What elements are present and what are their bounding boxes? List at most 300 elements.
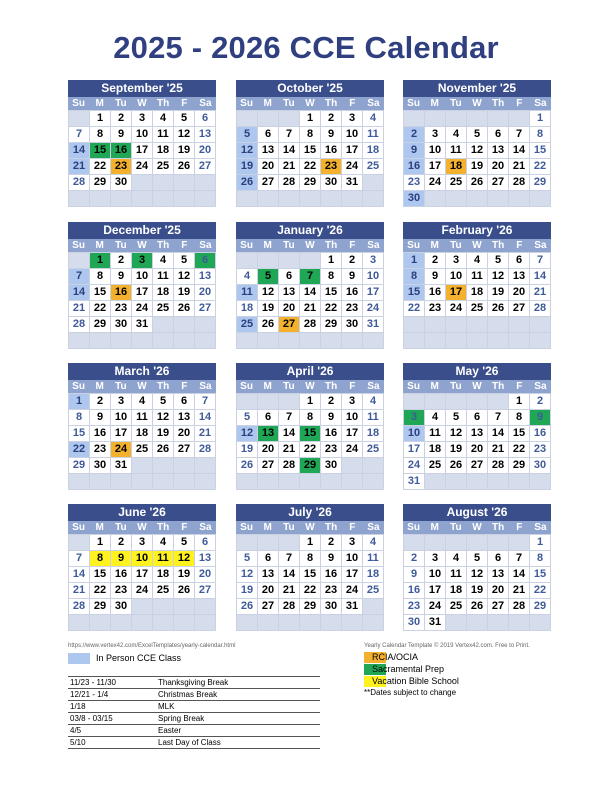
day-cell: 11	[153, 551, 174, 567]
weekday-label: Su	[72, 240, 85, 251]
breaks-table	[68, 676, 320, 749]
day-cell: 5	[174, 111, 195, 127]
day-cell: 27	[258, 175, 279, 191]
day-cell: 18	[363, 426, 384, 442]
day-cell: 24	[342, 442, 363, 458]
day-cell: 29	[90, 175, 111, 191]
day-cell: 12	[174, 127, 195, 143]
day-cell: 1	[69, 394, 90, 410]
day-cell: 19	[446, 442, 467, 458]
month-block	[68, 80, 216, 207]
day-cell: 27	[195, 301, 216, 317]
empty-cell	[258, 615, 279, 631]
day-cell: 30	[530, 458, 551, 474]
empty-cell	[363, 458, 384, 474]
day-cell: 26	[446, 458, 467, 474]
day-cell: 5	[174, 253, 195, 269]
day-cell: 14	[195, 410, 216, 426]
empty-cell	[237, 535, 258, 551]
day-cell: 17	[132, 567, 153, 583]
day-cell: 10	[446, 269, 467, 285]
empty-cell	[132, 191, 153, 207]
day-cell: 20	[195, 285, 216, 301]
weekday-header	[236, 521, 384, 534]
weekday-label: Su	[240, 240, 253, 251]
day-cell: 17	[132, 285, 153, 301]
day-cell: 1	[530, 535, 551, 551]
day-grid	[236, 110, 384, 207]
day-cell: 4	[363, 394, 384, 410]
day-cell: 7	[69, 551, 90, 567]
day-cell: 7	[279, 551, 300, 567]
day-cell: 21	[69, 301, 90, 317]
empty-cell	[467, 615, 488, 631]
day-cell: 10	[425, 143, 446, 159]
day-cell: 12	[446, 426, 467, 442]
weekday-label: M	[430, 240, 439, 251]
empty-cell	[321, 474, 342, 490]
day-cell: 7	[509, 551, 530, 567]
empty-cell	[258, 535, 279, 551]
weekday-label: W	[472, 381, 482, 392]
day-cell: 22	[530, 159, 551, 175]
day-cell: 26	[258, 317, 279, 333]
day-cell: 14	[530, 269, 551, 285]
day-cell: 18	[363, 143, 384, 159]
empty-cell	[258, 191, 279, 207]
weekday-label: M	[95, 381, 104, 392]
day-cell: 29	[69, 458, 90, 474]
day-cell: 14	[279, 567, 300, 583]
weekday-label: Tu	[115, 98, 127, 109]
day-cell: 1	[90, 535, 111, 551]
month-block	[68, 222, 216, 349]
weekday-label: Su	[407, 381, 420, 392]
day-cell: 19	[467, 583, 488, 599]
month-block	[68, 363, 216, 490]
weekday-label: Sa	[367, 240, 380, 251]
day-cell: 24	[132, 159, 153, 175]
month-header: October '25	[236, 80, 384, 97]
month-block	[403, 222, 551, 349]
weekday-label: M	[263, 381, 272, 392]
day-cell: 9	[342, 269, 363, 285]
day-cell: 18	[425, 442, 446, 458]
weekday-label: M	[430, 522, 439, 533]
day-cell: 11	[237, 285, 258, 301]
empty-cell	[258, 394, 279, 410]
day-grid	[403, 252, 551, 349]
day-cell: 25	[132, 442, 153, 458]
day-cell: 24	[132, 301, 153, 317]
day-cell: 16	[425, 285, 446, 301]
weekday-label: W	[305, 240, 315, 251]
day-cell: 4	[446, 127, 467, 143]
weekday-label: W	[305, 381, 315, 392]
day-cell: 13	[195, 269, 216, 285]
rcia-legend-label: RCIA/OCIA	[372, 652, 419, 662]
day-cell: 27	[488, 599, 509, 615]
empty-cell	[195, 175, 216, 191]
weekday-label: F	[181, 522, 188, 533]
day-cell: 1	[321, 253, 342, 269]
day-cell: 14	[509, 143, 530, 159]
day-cell: 15	[300, 567, 321, 583]
empty-cell	[342, 615, 363, 631]
day-cell: 4	[467, 253, 488, 269]
day-cell: 5	[446, 410, 467, 426]
day-cell: 11	[153, 127, 174, 143]
day-cell: 31	[342, 175, 363, 191]
page-title: 2025 - 2026 CCE Calendar	[113, 30, 499, 65]
empty-cell	[279, 394, 300, 410]
day-cell: 9	[321, 410, 342, 426]
day-cell: 9	[111, 127, 132, 143]
day-cell: 17	[425, 583, 446, 599]
day-cell: 10	[425, 567, 446, 583]
month-header: May '26	[403, 363, 551, 380]
day-cell: 14	[69, 285, 90, 301]
empty-cell	[467, 333, 488, 349]
weekday-label: Th	[325, 240, 338, 251]
day-cell: 1	[530, 111, 551, 127]
empty-cell	[237, 111, 258, 127]
day-cell: 20	[195, 143, 216, 159]
day-cell: 28	[279, 599, 300, 615]
empty-cell	[363, 615, 384, 631]
empty-cell	[69, 111, 90, 127]
day-cell: 26	[467, 175, 488, 191]
empty-cell	[363, 191, 384, 207]
day-cell: 14	[509, 567, 530, 583]
empty-cell	[425, 333, 446, 349]
day-cell: 10	[111, 410, 132, 426]
day-cell: 22	[90, 159, 111, 175]
day-cell: 22	[321, 301, 342, 317]
weekday-label: W	[137, 240, 147, 251]
day-cell: 9	[404, 143, 425, 159]
empty-cell	[195, 599, 216, 615]
empty-cell	[195, 458, 216, 474]
break-name: Thanksgiving Break	[158, 678, 229, 687]
weekday-label: Sa	[199, 98, 212, 109]
empty-cell	[237, 474, 258, 490]
day-cell: 25	[153, 159, 174, 175]
day-cell: 17	[363, 285, 384, 301]
day-cell: 11	[363, 410, 384, 426]
day-cell: 21	[300, 301, 321, 317]
day-cell: 30	[404, 191, 425, 207]
day-cell: 11	[363, 127, 384, 143]
empty-cell	[467, 317, 488, 333]
empty-cell	[467, 111, 488, 127]
empty-cell	[237, 615, 258, 631]
day-cell: 2	[404, 127, 425, 143]
weekday-label: W	[472, 98, 482, 109]
day-cell: 6	[258, 127, 279, 143]
day-cell: 21	[509, 583, 530, 599]
day-cell: 3	[111, 394, 132, 410]
month-header: June '26	[68, 504, 216, 521]
day-cell: 10	[363, 269, 384, 285]
day-cell: 1	[300, 394, 321, 410]
empty-cell	[488, 394, 509, 410]
day-cell: 12	[237, 426, 258, 442]
break-dates: 03/8 - 03/15	[70, 714, 113, 723]
day-cell: 24	[446, 301, 467, 317]
day-cell: 24	[342, 583, 363, 599]
day-cell: 17	[446, 285, 467, 301]
day-cell: 21	[279, 159, 300, 175]
day-cell: 2	[425, 253, 446, 269]
day-cell: 11	[153, 269, 174, 285]
day-cell: 15	[90, 567, 111, 583]
month-header: November '25	[403, 80, 551, 97]
day-cell: 1	[404, 253, 425, 269]
month-block	[236, 222, 384, 349]
weekday-label: Su	[72, 522, 85, 533]
day-cell: 20	[258, 442, 279, 458]
day-cell: 31	[132, 317, 153, 333]
empty-cell	[111, 191, 132, 207]
day-cell: 5	[153, 394, 174, 410]
day-cell: 24	[132, 583, 153, 599]
day-cell: 4	[363, 111, 384, 127]
weekday-label: F	[181, 98, 188, 109]
empty-cell	[195, 333, 216, 349]
day-cell: 6	[467, 410, 488, 426]
month-block	[403, 80, 551, 207]
empty-cell	[425, 191, 446, 207]
weekday-header	[236, 380, 384, 393]
day-cell: 16	[321, 567, 342, 583]
day-cell: 16	[530, 426, 551, 442]
day-cell: 8	[90, 127, 111, 143]
empty-cell	[237, 333, 258, 349]
weekday-label: Th	[325, 381, 338, 392]
day-cell: 30	[111, 599, 132, 615]
day-cell: 13	[195, 551, 216, 567]
day-cell: 1	[90, 111, 111, 127]
empty-cell	[237, 253, 258, 269]
month-header: February '26	[403, 222, 551, 239]
day-cell: 11	[132, 410, 153, 426]
break-name: Easter	[158, 726, 182, 735]
day-cell: 2	[530, 394, 551, 410]
day-cell: 5	[467, 127, 488, 143]
empty-cell	[509, 474, 530, 490]
day-cell: 14	[300, 285, 321, 301]
day-cell: 7	[488, 410, 509, 426]
day-cell: 7	[530, 253, 551, 269]
break-name: MLK	[158, 702, 175, 711]
day-cell: 20	[258, 583, 279, 599]
weekday-label: W	[305, 522, 315, 533]
weekday-header	[236, 239, 384, 252]
empty-cell	[404, 394, 425, 410]
day-cell: 10	[342, 410, 363, 426]
empty-cell	[509, 535, 530, 551]
empty-cell	[404, 535, 425, 551]
weekday-label: W	[305, 98, 315, 109]
cce-legend-swatch	[68, 653, 90, 664]
break-dates: 4/5	[70, 726, 82, 735]
empty-cell	[425, 474, 446, 490]
day-cell: 14	[279, 426, 300, 442]
weekday-label: M	[95, 240, 104, 251]
weekday-label: Tu	[450, 522, 462, 533]
day-grid	[403, 393, 551, 490]
day-cell: 13	[509, 269, 530, 285]
day-cell: 24	[363, 301, 384, 317]
day-cell: 22	[509, 442, 530, 458]
day-cell: 23	[90, 442, 111, 458]
day-cell: 26	[488, 301, 509, 317]
day-cell: 7	[509, 127, 530, 143]
day-cell: 8	[90, 269, 111, 285]
empty-cell	[467, 535, 488, 551]
empty-cell	[321, 191, 342, 207]
day-cell: 18	[446, 159, 467, 175]
empty-cell	[258, 253, 279, 269]
day-cell: 28	[195, 442, 216, 458]
day-grid	[236, 393, 384, 490]
day-cell: 15	[300, 426, 321, 442]
day-cell: 29	[300, 599, 321, 615]
month-block	[68, 504, 216, 631]
day-cell: 18	[237, 301, 258, 317]
day-cell: 31	[342, 599, 363, 615]
empty-cell	[404, 111, 425, 127]
day-cell: 20	[488, 583, 509, 599]
day-cell: 25	[467, 301, 488, 317]
weekday-header	[68, 97, 216, 110]
day-cell: 30	[404, 615, 425, 631]
weekday-label: M	[430, 98, 439, 109]
day-cell: 9	[111, 269, 132, 285]
weekday-label: W	[472, 240, 482, 251]
weekday-label: Tu	[283, 381, 295, 392]
weekday-label: Tu	[450, 98, 462, 109]
weekday-header	[68, 239, 216, 252]
break-name: Last Day of Class	[158, 738, 221, 747]
day-cell: 16	[342, 285, 363, 301]
day-cell: 7	[195, 394, 216, 410]
empty-cell	[174, 599, 195, 615]
day-cell: 13	[195, 127, 216, 143]
day-cell: 8	[509, 410, 530, 426]
empty-cell	[509, 317, 530, 333]
day-cell: 2	[90, 394, 111, 410]
day-cell: 22	[90, 301, 111, 317]
empty-cell	[300, 474, 321, 490]
day-cell: 3	[404, 410, 425, 426]
day-cell: 16	[111, 143, 132, 159]
day-cell: 7	[279, 127, 300, 143]
month-header: April '26	[236, 363, 384, 380]
day-cell: 3	[363, 253, 384, 269]
empty-cell	[321, 333, 342, 349]
day-cell: 2	[404, 551, 425, 567]
day-cell: 5	[237, 551, 258, 567]
empty-cell	[446, 474, 467, 490]
day-cell: 27	[195, 583, 216, 599]
empty-cell	[174, 175, 195, 191]
day-cell: 6	[258, 410, 279, 426]
day-cell: 31	[111, 458, 132, 474]
day-cell: 30	[321, 599, 342, 615]
empty-cell	[153, 317, 174, 333]
day-cell: 18	[363, 567, 384, 583]
day-cell: 16	[404, 583, 425, 599]
day-cell: 1	[300, 111, 321, 127]
month-header: July '26	[236, 504, 384, 521]
day-cell: 6	[174, 394, 195, 410]
empty-cell	[69, 474, 90, 490]
empty-cell	[153, 191, 174, 207]
day-cell: 31	[404, 474, 425, 490]
day-cell: 16	[90, 426, 111, 442]
day-cell: 4	[153, 253, 174, 269]
empty-cell	[258, 474, 279, 490]
day-cell: 15	[90, 285, 111, 301]
month-block	[403, 504, 551, 631]
empty-cell	[300, 191, 321, 207]
day-cell: 12	[258, 285, 279, 301]
empty-cell	[90, 191, 111, 207]
empty-cell	[467, 474, 488, 490]
day-cell: 16	[321, 143, 342, 159]
day-cell: 22	[300, 583, 321, 599]
empty-cell	[488, 317, 509, 333]
day-cell: 29	[300, 458, 321, 474]
day-cell: 24	[342, 159, 363, 175]
empty-cell	[153, 599, 174, 615]
day-grid	[236, 534, 384, 631]
day-cell: 6	[279, 269, 300, 285]
day-cell: 13	[258, 143, 279, 159]
day-cell: 23	[321, 583, 342, 599]
weekday-label: Sa	[199, 522, 212, 533]
day-cell: 28	[69, 599, 90, 615]
day-cell: 18	[153, 143, 174, 159]
day-cell: 19	[258, 301, 279, 317]
empty-cell	[425, 111, 446, 127]
weekday-label: Sa	[534, 240, 547, 251]
empty-cell	[446, 111, 467, 127]
sacramental-legend-label: Sacramental Prep	[372, 664, 445, 674]
day-cell: 27	[488, 175, 509, 191]
weekday-label: Sa	[534, 522, 547, 533]
empty-cell	[132, 333, 153, 349]
empty-cell	[509, 191, 530, 207]
empty-cell	[446, 333, 467, 349]
day-cell: 10	[132, 551, 153, 567]
day-cell: 9	[111, 551, 132, 567]
day-cell: 17	[342, 426, 363, 442]
empty-cell	[342, 191, 363, 207]
month-block	[236, 363, 384, 490]
day-cell: 14	[69, 567, 90, 583]
day-cell: 28	[488, 458, 509, 474]
day-cell: 8	[321, 269, 342, 285]
day-cell: 3	[425, 127, 446, 143]
empty-cell	[446, 191, 467, 207]
weekday-label: Sa	[367, 381, 380, 392]
empty-cell	[446, 615, 467, 631]
empty-cell	[342, 458, 363, 474]
weekday-label: Th	[157, 98, 170, 109]
